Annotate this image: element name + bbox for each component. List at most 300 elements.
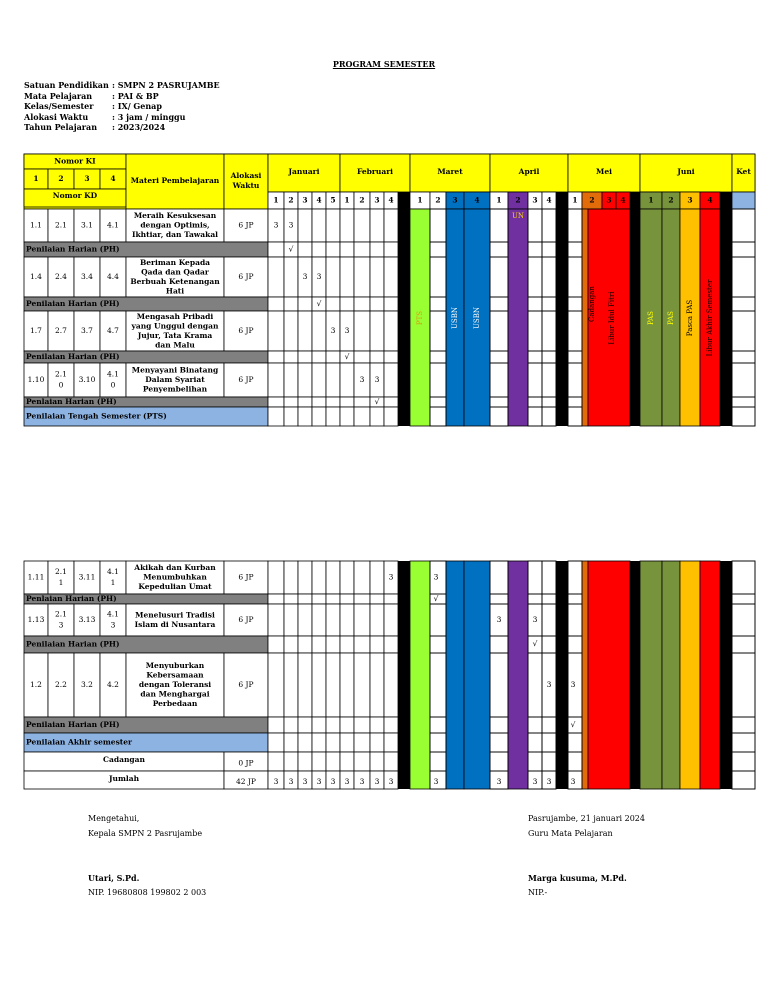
week-cell [370, 653, 384, 717]
week-number: 1 [344, 195, 350, 205]
week-cell [268, 407, 284, 426]
kd-text: 0 [110, 380, 116, 390]
mark-three: 3 [302, 777, 308, 786]
week-cell [384, 311, 398, 351]
kd-text: 1.11 [27, 572, 45, 582]
week-cell [312, 209, 326, 242]
mark-check: √ [532, 639, 538, 648]
vertical-label-pas: PAS [667, 311, 675, 325]
week-cell [312, 311, 326, 351]
week-stripe [568, 209, 582, 426]
week-stripe [568, 561, 582, 789]
week-cell [268, 604, 284, 636]
week-cell [268, 397, 284, 407]
materi-text: Mengasah Pribadi [136, 311, 214, 321]
week-cell [370, 717, 384, 733]
vertical-label-pasca-pas: Pasca PAS [686, 299, 694, 337]
kd-text: 2.4 [55, 272, 67, 281]
info-label: Kelas/Semester [24, 101, 94, 111]
kd-text: 3.11 [78, 572, 96, 582]
mark-three: 3 [288, 220, 294, 230]
mark-three: 3 [570, 680, 576, 689]
week-cell [340, 717, 354, 733]
week-cell [354, 717, 370, 733]
vertical-label-usbn: USBN [473, 307, 481, 329]
month-label: Juni [677, 167, 695, 176]
kd-text: 1.2 [30, 680, 42, 689]
week-cell [284, 752, 298, 771]
week-cell [370, 561, 384, 594]
week-number: 4 [707, 195, 713, 205]
week-cell [326, 407, 340, 426]
vertical-label-pas: PAS [647, 311, 655, 325]
week-cell [268, 717, 284, 733]
week-cell [326, 257, 340, 297]
week-cell [384, 407, 398, 426]
vertical-label-cadangan: Cadangan [588, 286, 596, 322]
week-cell [312, 604, 326, 636]
week-cell [340, 297, 354, 311]
week-number: 2 [288, 195, 294, 205]
week-cell [370, 407, 384, 426]
week-cell [370, 636, 384, 653]
week-cell [354, 561, 370, 594]
kd-text: 2.1 [55, 369, 67, 379]
month-label: Februari [357, 167, 393, 176]
kd-text: 3.10 [78, 375, 96, 384]
summary-label: Cadangan [103, 755, 145, 764]
week-cell [384, 209, 398, 242]
kd-text: 1.13 [27, 615, 45, 624]
vertical-label-pts: PTS [416, 310, 424, 326]
ph-label: Penilaian Harian (PH) [26, 639, 120, 649]
kd-text: 2.1 [55, 609, 67, 619]
month-label: April [518, 167, 540, 176]
week-number: 1 [273, 195, 279, 205]
week-cell [384, 297, 398, 311]
week-cell [284, 636, 298, 653]
ki-label: 3 [84, 174, 90, 183]
kd-text: 0 [58, 380, 64, 390]
separator-column [398, 561, 410, 789]
week-cell [340, 636, 354, 653]
week-cell [284, 604, 298, 636]
week-cell [326, 752, 340, 771]
materi-header-label: Materi Pembelajaran [130, 176, 220, 185]
kd-text: 2.1 [55, 220, 67, 230]
mark-three: 3 [532, 777, 538, 786]
materi-text: Qada dan Qadar [141, 267, 209, 277]
week-cell [370, 242, 384, 257]
separator-column [398, 209, 410, 426]
week-cell [326, 242, 340, 257]
materi-text: Berbuah Ketenangan [130, 276, 220, 286]
week-cell [284, 733, 298, 752]
separator-column [720, 561, 732, 789]
week-cell [312, 653, 326, 717]
ph-label: Penlaian Harian (PH) [26, 594, 117, 603]
week-cell [298, 604, 312, 636]
week-cell [340, 363, 354, 397]
week-cell [340, 397, 354, 407]
week-cell [354, 604, 370, 636]
materi-text: Kepedulian Umat [138, 582, 212, 591]
week-cell [326, 397, 340, 407]
ket-column [732, 209, 755, 426]
info-label: Satuan Pendidikan [24, 80, 109, 90]
materi-text: Hati [165, 286, 185, 296]
week-number: 3 [302, 195, 308, 205]
week-cell [370, 311, 384, 351]
materi-text: dan Malu [155, 340, 195, 350]
mark-check: √ [570, 720, 576, 729]
ket-column [732, 561, 755, 789]
mark-three: 3 [433, 572, 439, 582]
week-cell [326, 636, 340, 653]
page-title: PROGRAM SEMESTER [332, 59, 436, 69]
week-number: 4 [474, 195, 480, 205]
week-stripe [528, 209, 542, 426]
info-label: Mata Pelajaran [24, 90, 93, 101]
kd-text: 4.1 [107, 369, 119, 379]
week-cell [298, 351, 312, 363]
kd-text: 4.1 [107, 567, 119, 576]
week-number: 1 [572, 195, 578, 205]
week-cell [298, 561, 312, 594]
week-stripe [508, 561, 528, 789]
mark-three: 3 [330, 326, 336, 335]
ki-label: 2 [58, 174, 64, 183]
kd-text: 3.7 [81, 326, 93, 335]
week-cell [312, 363, 326, 397]
materi-text: Penyembelihan [142, 384, 208, 394]
week-cell [284, 351, 298, 363]
separator-column [720, 209, 732, 426]
week-cell [284, 297, 298, 311]
separator-column [630, 561, 640, 789]
vertical-label-libur-idul-fitri: Libur Idul Fitri [608, 291, 616, 345]
week-cell [298, 363, 312, 397]
week-cell [326, 604, 340, 636]
week-number: 1 [648, 195, 654, 205]
ki-label: 1 [33, 174, 39, 183]
separator-column [556, 209, 568, 426]
week-cell [384, 604, 398, 636]
mark-three: 3 [288, 777, 294, 786]
week-cell [340, 653, 354, 717]
mark-three: 3 [344, 326, 350, 335]
week-cell [384, 752, 398, 771]
kd-text: 3.1 [81, 220, 93, 230]
mark-three: 3 [570, 777, 576, 786]
week-cell [370, 752, 384, 771]
week-cell [354, 311, 370, 351]
info-value: : 2023/2024 [112, 122, 166, 132]
week-cell [354, 397, 370, 407]
week-cell [284, 717, 298, 733]
week-cell [354, 209, 370, 242]
mark-three: 3 [330, 777, 336, 786]
materi-text: yang Unggul dengan [131, 321, 219, 331]
week-cell [370, 594, 384, 604]
week-cell [268, 242, 284, 257]
ki-label: 4 [110, 174, 116, 183]
week-cell [384, 363, 398, 397]
week-cell [312, 351, 326, 363]
week-cell [326, 594, 340, 604]
week-cell [370, 257, 384, 297]
week-cell [354, 351, 370, 363]
mark-three: 3 [374, 375, 380, 384]
jp-text: 6 JP [238, 220, 254, 230]
separator-column [630, 192, 640, 209]
week-stripe [700, 561, 720, 789]
week-cell [340, 242, 354, 257]
jp-text: 6 JP [238, 572, 254, 582]
week-number: 1 [496, 195, 502, 205]
week-number: 3 [687, 195, 693, 205]
mark-three: 3 [359, 777, 365, 786]
materi-text: Kebersamaan [146, 670, 204, 680]
ket-header-cell [732, 192, 755, 209]
week-stripe [490, 561, 508, 789]
week-stripe [662, 561, 680, 789]
week-stripe [542, 209, 556, 426]
materi-text: Ikhtiar, dan Tawakal [131, 230, 219, 239]
mark-three: 3 [273, 220, 279, 230]
week-cell [312, 752, 326, 771]
mark-three: 3 [496, 615, 502, 624]
alokasi-header-label: Alokasi [230, 171, 262, 180]
ph-label: Penilaian Harian (PH) [26, 299, 120, 308]
week-cell [284, 653, 298, 717]
week-number: 2 [435, 195, 441, 205]
month-label: Maret [437, 167, 463, 176]
kd-text: 2.2 [55, 680, 67, 689]
ph-label: Penilaian Harian (PH) [26, 352, 120, 361]
jp-text: 6 JP [238, 272, 254, 281]
kd-text: 1.7 [30, 326, 42, 335]
info-value: : IX/ Genap [112, 101, 162, 111]
materi-text: Menyuburkan [145, 661, 205, 670]
week-cell [340, 752, 354, 771]
mark-check: √ [344, 352, 350, 361]
week-cell [284, 311, 298, 351]
week-cell [384, 242, 398, 257]
kd-text: 3.13 [78, 615, 96, 624]
week-cell [268, 561, 284, 594]
week-cell [326, 209, 340, 242]
week-cell [326, 297, 340, 311]
week-cell [298, 717, 312, 733]
jp-text: 6 JP [238, 680, 254, 689]
week-cell [312, 242, 326, 257]
info-label: Alokasi Waktu [24, 111, 89, 122]
materi-text: Akikah dan Kurban [134, 563, 216, 572]
assessment-label: Penilaian Akhir semester [26, 737, 132, 747]
week-cell [370, 351, 384, 363]
mark-three: 3 [546, 680, 552, 689]
week-cell [312, 407, 326, 426]
materi-text: Jujur, Tata Krama [137, 330, 213, 340]
week-number: 4 [316, 195, 322, 205]
alokasi-header-label: Waktu [232, 181, 260, 190]
week-cell [268, 363, 284, 397]
week-number: 1 [417, 195, 423, 205]
week-cell [340, 257, 354, 297]
week-cell [298, 653, 312, 717]
week-cell [284, 363, 298, 397]
week-number: 2 [359, 195, 365, 205]
week-cell [298, 636, 312, 653]
ph-label: Penilaian Harian (PH) [26, 244, 120, 254]
materi-text: Menumbuhkan [143, 572, 207, 582]
week-cell [340, 561, 354, 594]
week-stripe [542, 561, 556, 789]
week-cell [340, 604, 354, 636]
kd-text: 4.1 [107, 220, 119, 230]
materi-text: Menelusuri Tradisi [135, 610, 215, 620]
month-label: Januari [288, 167, 320, 176]
week-cell [284, 407, 298, 426]
week-cell [284, 594, 298, 604]
info-value: : PAI & BP [112, 90, 159, 101]
info-label: Tahun Pelajaran [24, 122, 98, 132]
week-cell [354, 733, 370, 752]
sig-left-name: Utari, S.Pd. [88, 873, 140, 883]
week-cell [298, 297, 312, 311]
week-cell [326, 363, 340, 397]
vertical-label-usbn: USBN [451, 307, 459, 329]
week-number: 3 [374, 195, 380, 205]
week-stripe [582, 561, 588, 789]
week-stripe [446, 561, 464, 789]
kd-text: 3 [110, 620, 116, 630]
kd-text: 3 [58, 620, 64, 630]
week-cell [268, 733, 284, 752]
week-stripe [508, 209, 528, 426]
week-cell [370, 209, 384, 242]
vertical-label-un: UN [511, 212, 525, 220]
week-cell [298, 733, 312, 752]
info-value: : SMPN 2 PASRUJAMBE [112, 80, 220, 90]
week-cell [384, 636, 398, 653]
week-cell [284, 561, 298, 594]
assessment-label: Penilaian Tengah Semester (PTS) [26, 411, 167, 421]
week-cell [340, 733, 354, 752]
jp-text: 6 JP [238, 326, 254, 335]
week-stripe [588, 561, 630, 789]
separator-column [630, 209, 640, 426]
week-cell [284, 397, 298, 407]
week-cell [326, 717, 340, 733]
week-stripe [464, 561, 490, 789]
week-cell [298, 242, 312, 257]
kd-text: 2.7 [55, 326, 67, 335]
week-number: 4 [546, 195, 552, 205]
mark-three: 3 [302, 272, 308, 281]
mark-three: 3 [316, 272, 322, 281]
week-stripe [410, 561, 430, 789]
week-cell [354, 636, 370, 653]
kd-text: 1 [58, 578, 64, 587]
mark-three: 3 [359, 375, 365, 384]
materi-text: dengan Optimis, [140, 220, 210, 230]
week-cell [340, 209, 354, 242]
week-cell [384, 717, 398, 733]
week-cell [326, 733, 340, 752]
week-cell [312, 717, 326, 733]
jp-text: 6 JP [238, 375, 254, 384]
week-cell [312, 594, 326, 604]
mark-three: 3 [388, 572, 394, 582]
materi-text: Menyayani Binatang [131, 365, 219, 375]
mark-three: 3 [344, 777, 350, 786]
nomor-kd-label: Nomor KD [52, 191, 98, 200]
week-number: 4 [388, 195, 394, 205]
kd-text: 1.1 [30, 220, 42, 230]
week-cell [370, 604, 384, 636]
kd-text: 4.7 [107, 326, 119, 335]
mark-three: 3 [546, 777, 552, 786]
mark-three: 3 [532, 615, 538, 624]
sig-right-line1: Pasrujambe, 21 januari 2024 [528, 814, 645, 823]
month-label: Mei [596, 167, 612, 176]
week-number: 3 [606, 195, 612, 205]
ph-label: Penlaian Harian (PH) [26, 397, 117, 406]
mark-three: 3 [273, 777, 279, 786]
mark-three: 3 [316, 777, 322, 786]
kd-text: 3.2 [81, 680, 93, 689]
mark-check: √ [288, 244, 294, 254]
week-stripe [490, 209, 508, 426]
sig-left-nip: NIP. 19680808 199802 2 003 [88, 888, 207, 897]
week-cell [354, 752, 370, 771]
week-cell [384, 257, 398, 297]
week-cell [340, 594, 354, 604]
kd-text: 3.4 [81, 272, 93, 281]
week-cell [268, 257, 284, 297]
kd-text: 2.1 [55, 567, 67, 576]
jp-text: 6 JP [238, 615, 254, 624]
separator-column [556, 561, 568, 789]
nomor-ki-label: Nomor KI [54, 156, 96, 166]
week-cell [326, 351, 340, 363]
sig-left-line1: Mengetahui, [88, 814, 140, 823]
info-value: : 3 jam / minggu [112, 111, 186, 122]
materi-text: Islam di Nusantara [134, 619, 216, 629]
week-cell [312, 397, 326, 407]
kd-text: 1.4 [30, 272, 42, 281]
week-number: 3 [532, 195, 538, 205]
week-cell [298, 594, 312, 604]
kd-text: 1.10 [27, 375, 45, 384]
week-cell [354, 297, 370, 311]
mark-check: √ [433, 594, 439, 603]
kd-text: 4.4 [107, 272, 119, 281]
week-cell [268, 311, 284, 351]
kd-text: 4.1 [107, 609, 119, 619]
week-cell [298, 397, 312, 407]
week-cell [268, 594, 284, 604]
week-cell [326, 653, 340, 717]
week-cell [312, 733, 326, 752]
week-number: 5 [330, 195, 336, 205]
ph-label: Penilaian Harian (PH) [26, 720, 120, 729]
week-cell [354, 653, 370, 717]
week-cell [340, 407, 354, 426]
separator-column [398, 192, 410, 209]
